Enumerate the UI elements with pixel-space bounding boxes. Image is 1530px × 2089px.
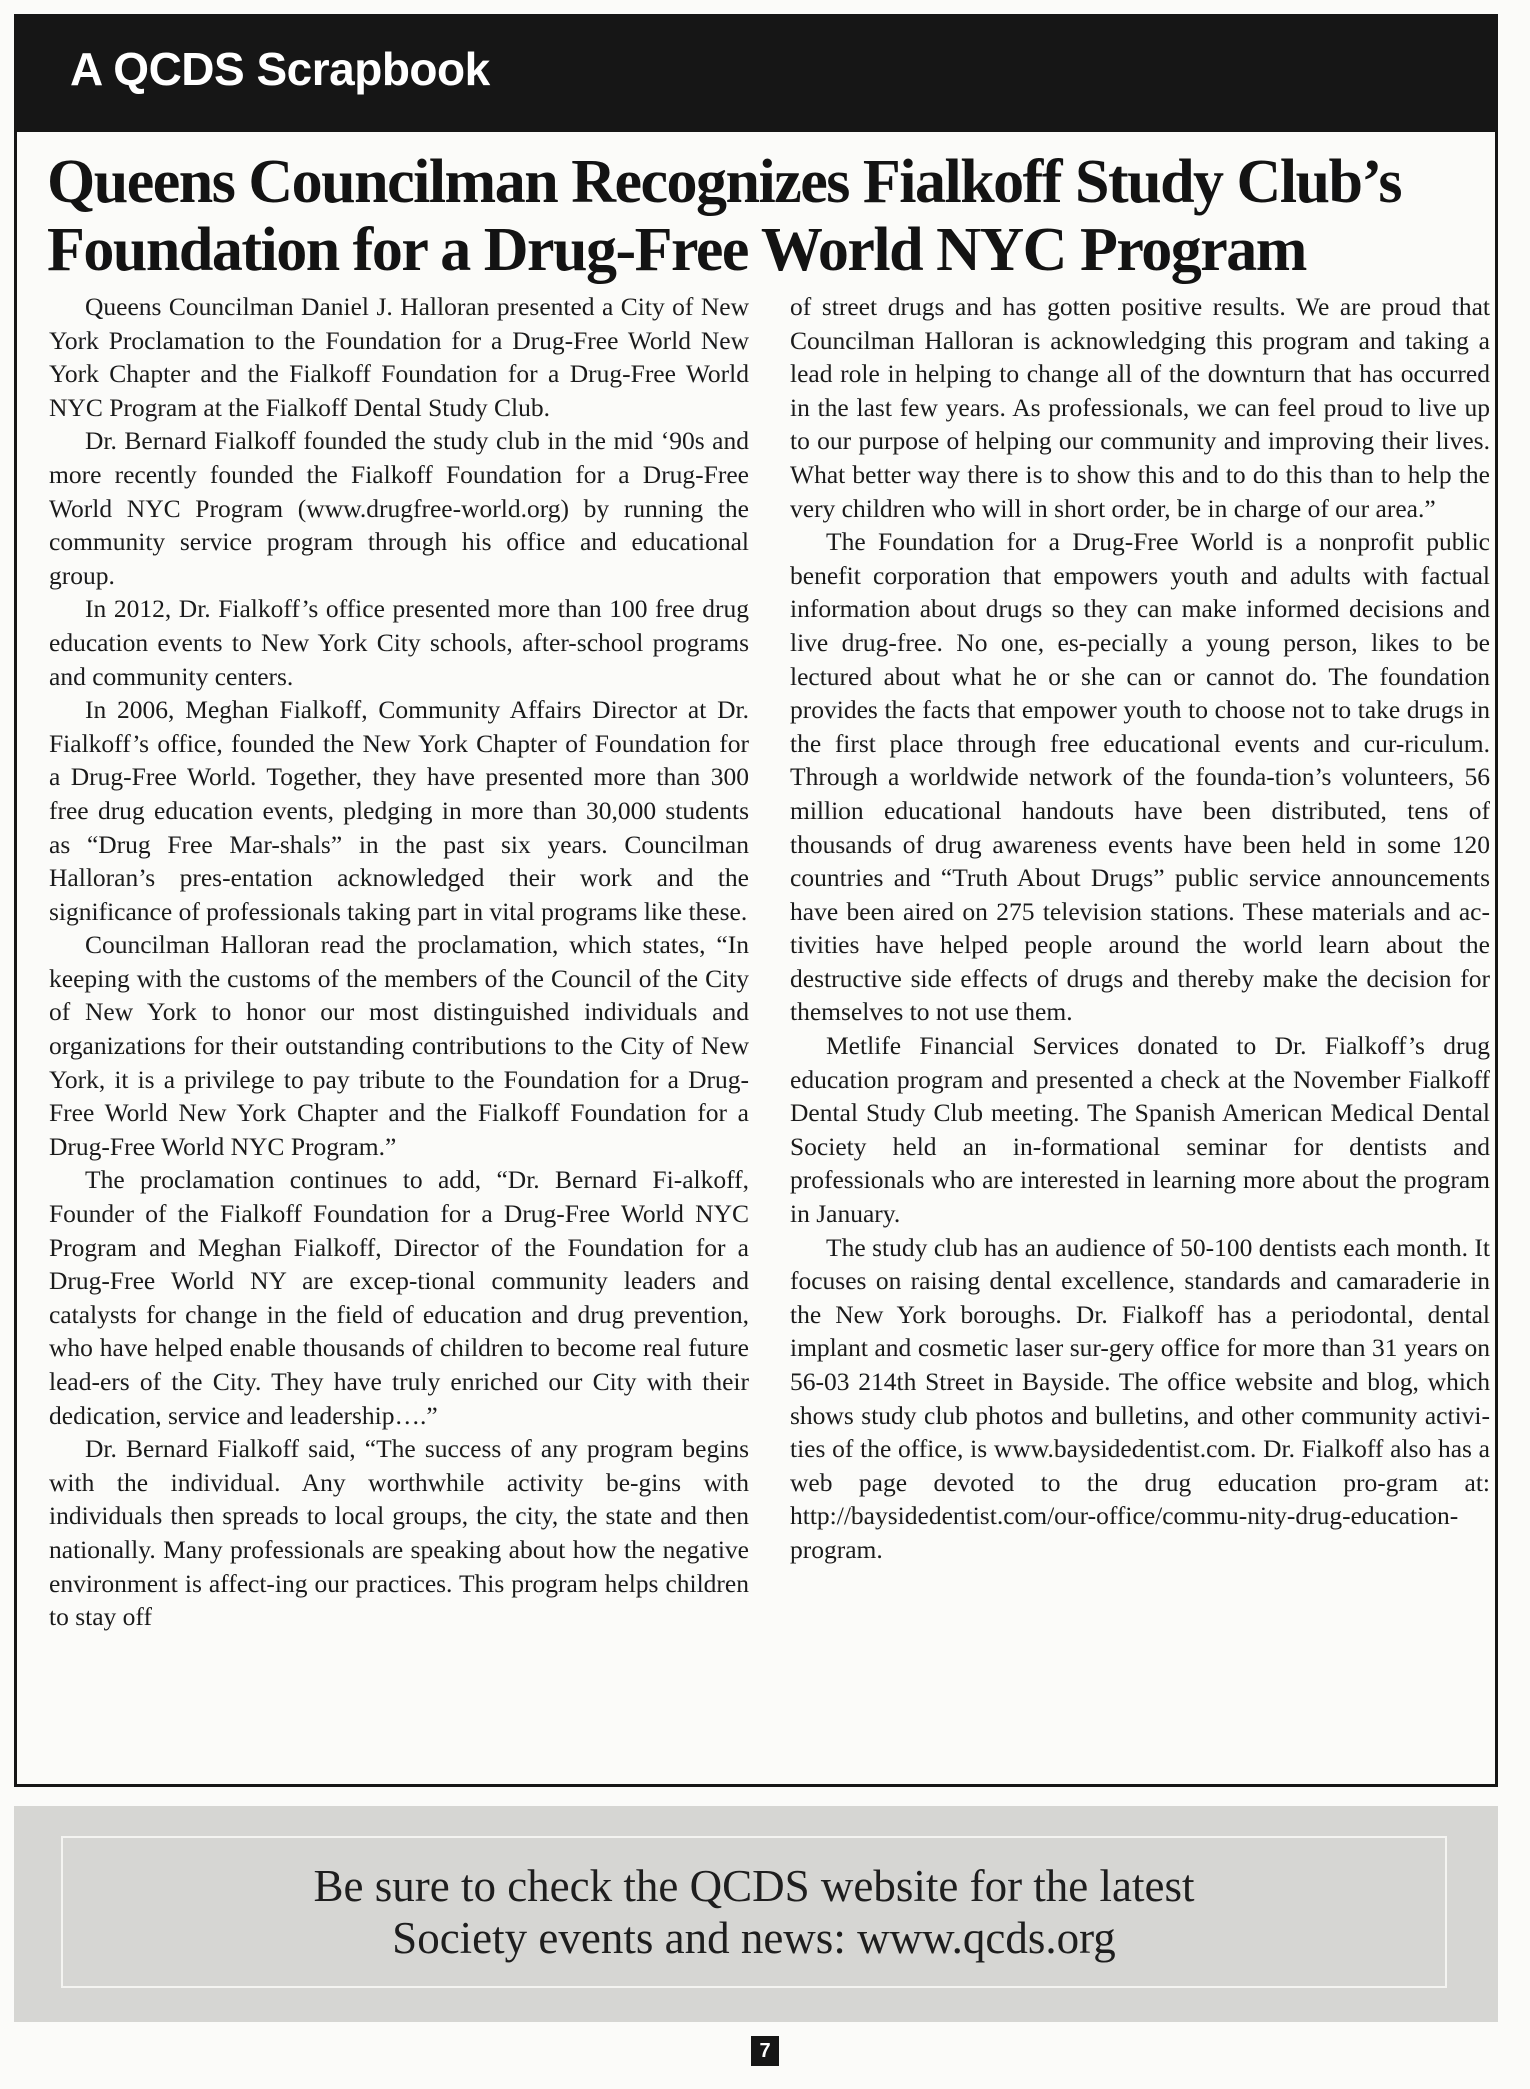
paragraph: In 2006, Meghan Fialkoff, Community Affairs Director at Dr. Fialkoff’s office, founded the New York Chapter of Foundation for a Drug-Free World. Together, they have presented more than 300 free drug education events, pledging in more than 30,000 students as “Drug Free Mar-shals” in the past six years. Councilman Halloran’s pres-entation acknowledged their work and the significance of professionals taking part in vital programs like these.: [49, 695, 749, 926]
paragraph: The Foundation for a Drug-Free World is a nonprofit public benefit corporation that empowers youth and adults with factual information about drugs so they can make informed decisions and live drug-free. No one, es-pecially a young person, likes to be lectured about what he or she can or cannot do. The foundation provides the facts that empower youth to choose not to take drugs in the first place through free educational events and cur-riculum. Through a worldwide network of the founda-tion’s volunteers, 56 million educational handouts have been distributed, tens of thousands of drug awareness events have been held in some 120 countries and “Truth About Drugs” public service announcements have been aired on 275 television stations. These materials and ac-tivities have helped people around the world learn about the destructive side effects of drugs and thereby make the decision for themselves to not use them.: [790, 527, 1490, 1027]
right-column: [790, 290, 1490, 1567]
paragraph: The study club has an audience of 50-100 dentists each month. It focuses on raising dental excellence, standards and camaraderie in the New York boroughs. Dr. Fialkoff has a periodontal, dental implant and cosmetic laser sur-gery office for more than 31 years on 56-03 214th Street in Bayside. The office website and blog, which shows study club photos and bulletins, and other community activi-ties of the office, is www.baysidedentist.com. Dr. Fialkoff also has a web page devoted to the drug education pro-gram at: http://baysidedentist.com/our-office/commu-nity-drug-education-program.: [790, 1232, 1490, 1564]
paragraph: Councilman Halloran read the proclamation, which states, “In keeping with the customs of the members of the Council of the City of New York to honor our most distinguished individuals and organizations for their outstanding contributions to the City of New York, it is a privilege to pay tribute to the Foundation for a Drug-Free World New York Chapter and the Fialkoff Foundation for a Drug-Free World NYC Program.”: [49, 930, 749, 1161]
paragraph: of street drugs and has gotten positive results. We are proud that Councilman Halloran is acknowledging this program and taking a lead role in helping to change all of the downturn that has occurred in the last few years. As professionals, we can feel proud to live up to our purpose of helping our community and improving their lives. What better way there is to show this and to do this than to help the very children who will in short order, be in charge of our area.”: [790, 292, 1490, 523]
article-headline: [47, 148, 1467, 284]
paragraph: The proclamation continues to add, “Dr. Bernard Fi-alkoff, Founder of the Fialkoff Foundation for a Drug-Free World NYC Program and Meghan Fialkoff, Director of the Foundation for a Drug-Free World NY are excep-tional community leaders and catalysts for change in the field of education and drug prevention, who have helped enable thousands of children to become real future lead-ers of the City. They have truly enriched our City with their dedication, service and leadership….”: [49, 1165, 749, 1430]
website-notice-line-2: Society events and news: www.qcds.org: [392, 1913, 1116, 1963]
paragraph: In 2012, Dr. Fialkoff’s office presented more than 100 free drug education events to New York City schools, after-school programs and community centers.: [49, 594, 749, 691]
website-notice-band: [14, 1806, 1498, 2022]
website-notice-box: [61, 1836, 1447, 1988]
paragraph: Queens Councilman Daniel J. Halloran presented a City of New York Proclamation to the Foundation for a Drug-Free World New York Chapter and the Fialkoff Foundation for a Drug-Free World NYC Program at the Fialkoff Dental Study Club.: [49, 292, 749, 422]
headline-line-1: Queens Councilman Recognizes Fialkoff Study Club’s: [47, 148, 1401, 216]
article: [14, 132, 1498, 1787]
website-notice-line-1: Be sure to check the QCDS website for the latest: [313, 1861, 1195, 1911]
section-title: A QCDS Scrapbook: [70, 43, 490, 95]
headline-line-2: Foundation for a Drug-Free World NYC Program: [47, 216, 1306, 284]
paragraph: Dr. Bernard Fialkoff said, “The success of any program begins with the individual. Any worthwhile activity be-gins with individuals then spreads to local groups, the city, the state and then nationally. Many professionals are speaking about how the negative environment is affect-ing our practices. This program helps children to stay off: [49, 1434, 749, 1632]
paragraph: Metlife Financial Services donated to Dr. Fialkoff’s drug education program and presented a check at the November Fialkoff Dental Study Club meeting. The Spanish American Medical Dental Society held an in-formational seminar for dentists and professionals who are interested in learning more about the program in January.: [790, 1031, 1490, 1229]
left-column: [49, 290, 749, 1634]
paragraph: Dr. Bernard Fialkoff founded the study club in the mid ‘90s and more recently founded the Fialkoff Foundation for a Drug-Free World NYC Program (www.drugfree-world.org) by running the community service program through his office and educational group.: [49, 426, 749, 590]
section-header-bar: [14, 14, 1498, 134]
page-number: 7: [751, 2036, 779, 2066]
